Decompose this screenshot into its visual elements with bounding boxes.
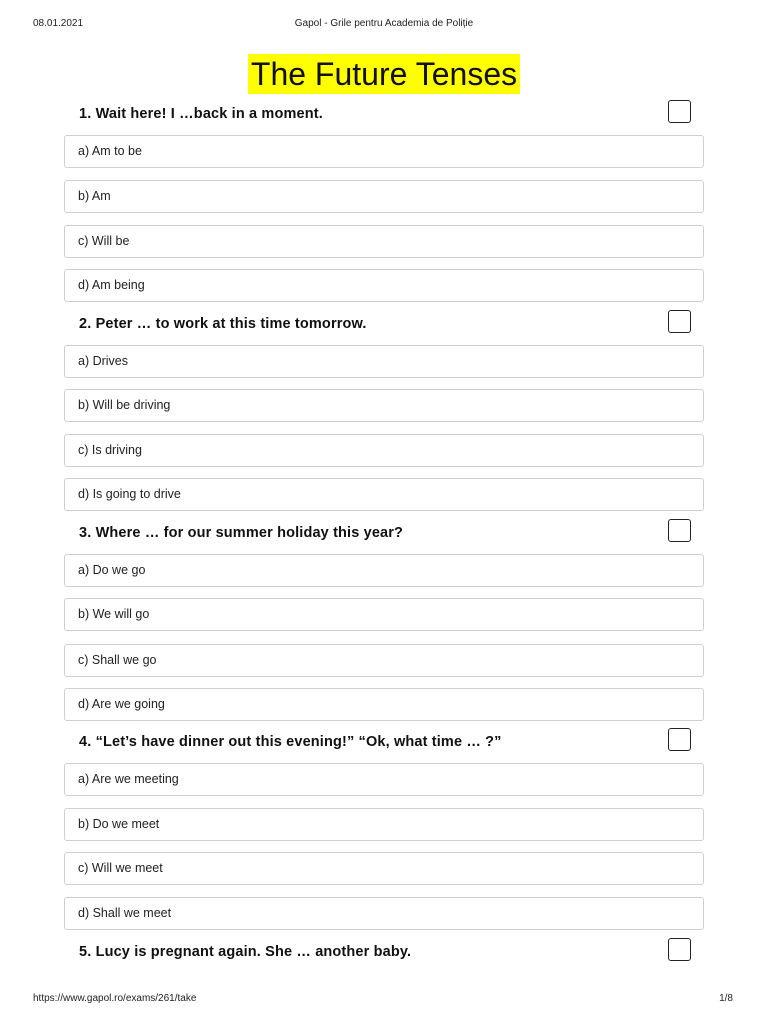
option-d[interactable]: d) Is going to drive xyxy=(64,478,704,511)
page-url: https://www.gapol.ro/exams/261/take xyxy=(33,993,197,1004)
option-a[interactable]: a) Drives xyxy=(64,345,704,378)
option-b[interactable]: b) Am xyxy=(64,180,704,213)
print-header-title: Gapol - Grile pentru Academia de Poliție xyxy=(294,18,474,29)
option-b[interactable]: b) Will be driving xyxy=(64,389,704,422)
option-d[interactable]: d) Am being xyxy=(64,269,704,302)
option-c[interactable]: c) Is driving xyxy=(64,434,704,467)
option-b[interactable]: b) We will go xyxy=(64,598,704,631)
page-title: The Future Tenses xyxy=(248,54,520,94)
print-date: 08.01.2021 xyxy=(33,18,84,29)
question-text: 3. Where … for our summer holiday this year? xyxy=(79,525,404,541)
question-text: 1. Wait here! I …back in a moment. xyxy=(79,106,323,122)
question-text: 2. Peter … to work at this time tomorrow. xyxy=(79,316,367,332)
option-c[interactable]: c) Will be xyxy=(64,225,704,258)
option-a[interactable]: a) Am to be xyxy=(64,135,704,168)
answer-checkbox[interactable] xyxy=(668,519,691,542)
option-b[interactable]: b) Do we meet xyxy=(64,808,704,841)
option-c[interactable]: c) Shall we go xyxy=(64,644,704,677)
title-wrap xyxy=(0,54,768,94)
answer-checkbox[interactable] xyxy=(668,100,691,123)
question-text: 4. “Let’s have dinner out this evening!” “Ok, what time … ?” xyxy=(79,734,502,750)
option-c[interactable]: c) Will we meet xyxy=(64,852,704,885)
option-d[interactable]: d) Are we going xyxy=(64,688,704,721)
answer-checkbox[interactable] xyxy=(668,310,691,333)
option-a[interactable]: a) Do we go xyxy=(64,554,704,587)
page-number: 1/8 xyxy=(719,993,733,1004)
question-text: 5. Lucy is pregnant again. She … another baby. xyxy=(79,944,412,960)
option-d[interactable]: d) Shall we meet xyxy=(64,897,704,930)
option-a[interactable]: a) Are we meeting xyxy=(64,763,704,796)
answer-checkbox[interactable] xyxy=(668,938,691,961)
answer-checkbox[interactable] xyxy=(668,728,691,751)
